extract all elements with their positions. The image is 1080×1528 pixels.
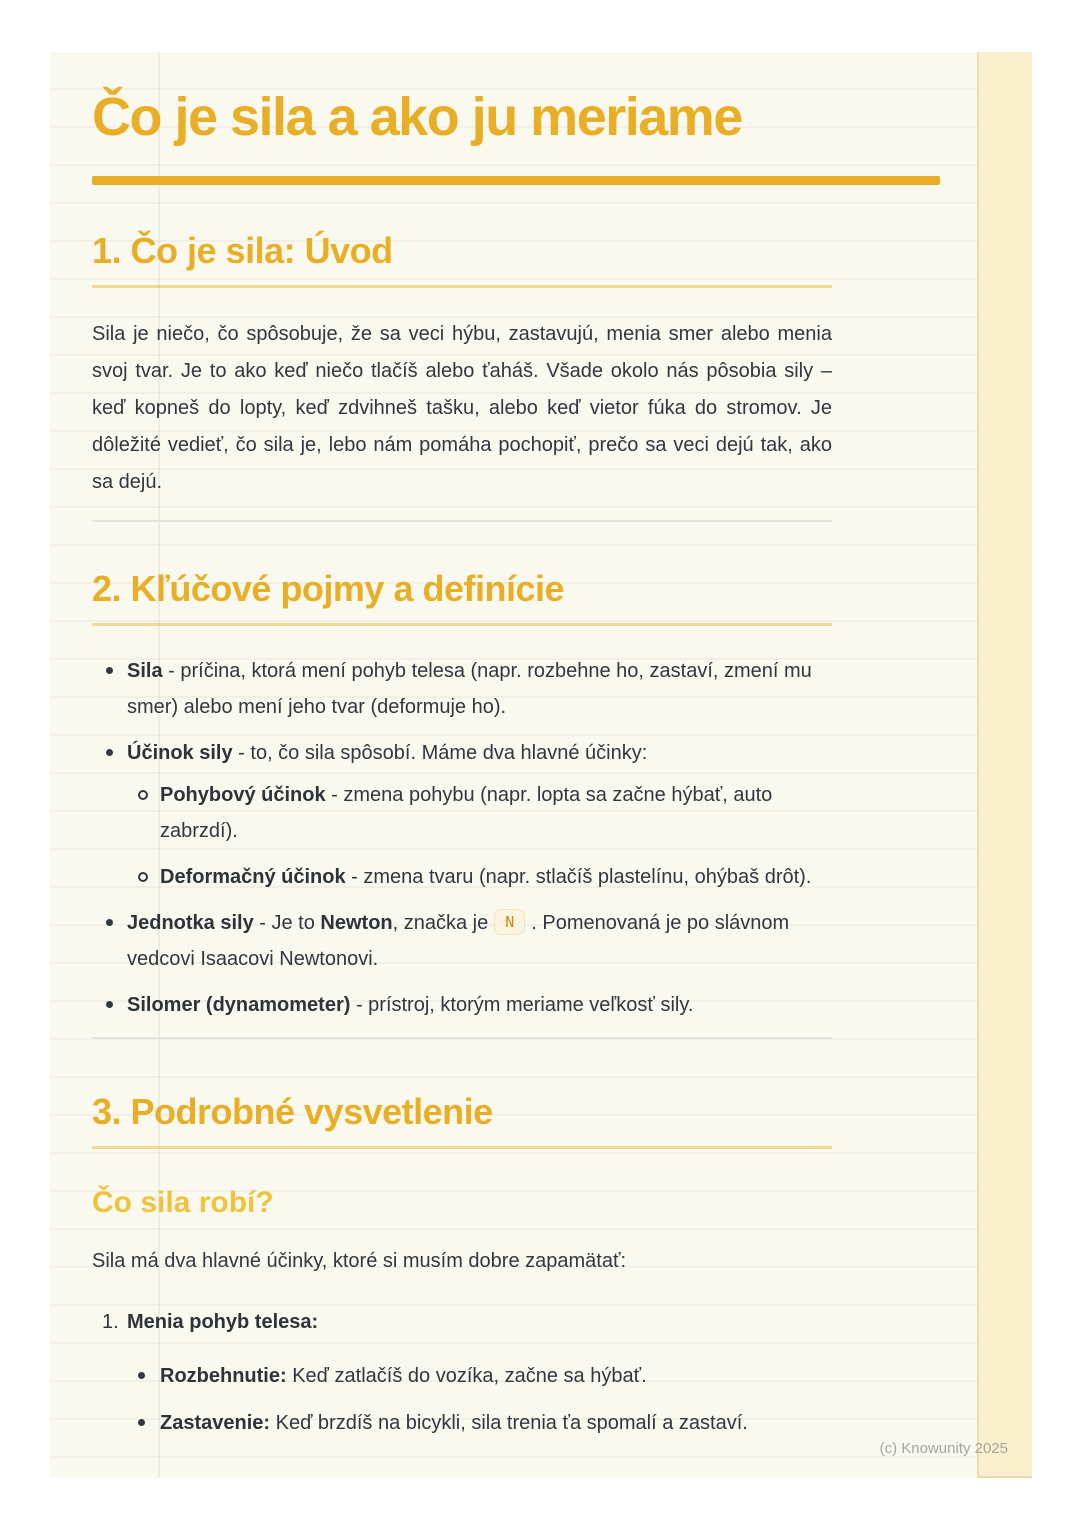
term-sila: Sila — [127, 660, 163, 682]
key-concepts-list — [92, 653, 832, 1023]
term-pohybovy: Pohybový účinok — [160, 784, 326, 806]
subsection-heading: Čo sila robí? — [92, 1186, 274, 1219]
notebook-right-stripe — [977, 52, 1032, 1478]
numbered-item-1 — [92, 1304, 832, 1441]
section-3-heading: 3. Podrobné vysvetlenie — [92, 1091, 832, 1149]
section-divider — [92, 1037, 832, 1039]
term-deformacny: Deformačný účinok — [160, 866, 346, 888]
numbered-item-label: Menia pohyb telesa: — [127, 1311, 319, 1333]
motion-examples-list — [127, 1358, 832, 1441]
list-item-sila — [92, 653, 832, 725]
section-divider — [92, 520, 832, 522]
list-item-rozbehnutie — [127, 1358, 832, 1394]
text-silomer: - prístroj, ktorým meriame veľkosť sily. — [350, 994, 694, 1016]
title-underline-bar — [92, 176, 940, 185]
section-3-intro: Sila má dva hlavné účinky, ktoré si musím dobre zapamätať: — [92, 1250, 627, 1272]
list-item-silomer — [92, 987, 832, 1023]
term-ucinok: Účinok sily — [127, 742, 233, 764]
list-item-zastavenie — [127, 1405, 832, 1441]
section-2-heading: 2. Kľúčové pojmy a definície — [92, 568, 832, 626]
page-title: Čo je sila a ako ju meriame — [92, 87, 742, 147]
text-rozbehnutie: Keď zatlačíš do vozíka, začne sa hýbať. — [286, 1365, 647, 1387]
list-item-jednotka — [92, 905, 832, 977]
document-content — [92, 52, 940, 1452]
text-ucinok: - to, čo sila spôsobí. Máme dva hlavné účinky: — [232, 742, 648, 764]
text-deformacny: - zmena tvaru (napr. stlačíš plastelínu, ohýbaš drôt). — [345, 866, 812, 888]
section-1-heading: 1. Čo je sila: Úvod — [92, 230, 832, 288]
text-jednotka-3: . Pomenovaná je po slávnom vedcovi Isaacovi Newtonovi. — [127, 912, 790, 970]
notebook-page — [50, 52, 1032, 1478]
newton-unit-badge: N — [494, 909, 525, 935]
effects-sublist — [127, 777, 832, 895]
text-pohybovy: - zmena pohybu (napr. lopta sa začne hýbať, auto zabrzdí). — [160, 784, 773, 842]
section-1-paragraph: Sila je niečo, čo spôsobuje, že sa veci hýbu, zastavujú, menia smer alebo menia svoj tvar. Je to ako keď niečo tlačíš alebo ťaháš. Všade okolo nás pôsobia sily – keď kopneš do lopty, keď zdvihneš tašku, alebo keď vietor fúka do stromov. Je dôležité vedieť, čo sila je, lebo nám pomáha pochopiť, prečo sa veci dejú tak, ako sa dejú. — [92, 323, 832, 493]
newton-word: Newton — [320, 912, 393, 934]
term-zastavenie: Zastavenie: — [160, 1412, 271, 1434]
text-zastavenie: Keď brzdíš na bicykli, sila trenia ťa spomalí a zastaví. — [270, 1412, 748, 1434]
effects-numbered-list — [92, 1304, 832, 1441]
item-number: 1. — [102, 1311, 119, 1333]
term-silomer: Silomer (dynamometer) — [127, 994, 351, 1016]
list-item-ucinok — [92, 735, 832, 895]
text-jednotka-1: - Je to — [253, 912, 321, 934]
list-item-deformacny — [127, 859, 832, 895]
text-jednotka-2: , značka je — [392, 912, 489, 934]
footer-credit: (c) Knowunity 2025 — [879, 1440, 1008, 1457]
text-sila: - príčina, ktorá mení pohyb telesa (napr. rozbehne ho, zastaví, zmení mu smer) alebo mení jeho tvar (deformuje ho). — [127, 660, 812, 718]
term-rozbehnutie: Rozbehnutie: — [160, 1365, 287, 1387]
list-item-pohybovy — [127, 777, 832, 849]
term-jednotka: Jednotka sily — [127, 912, 254, 934]
